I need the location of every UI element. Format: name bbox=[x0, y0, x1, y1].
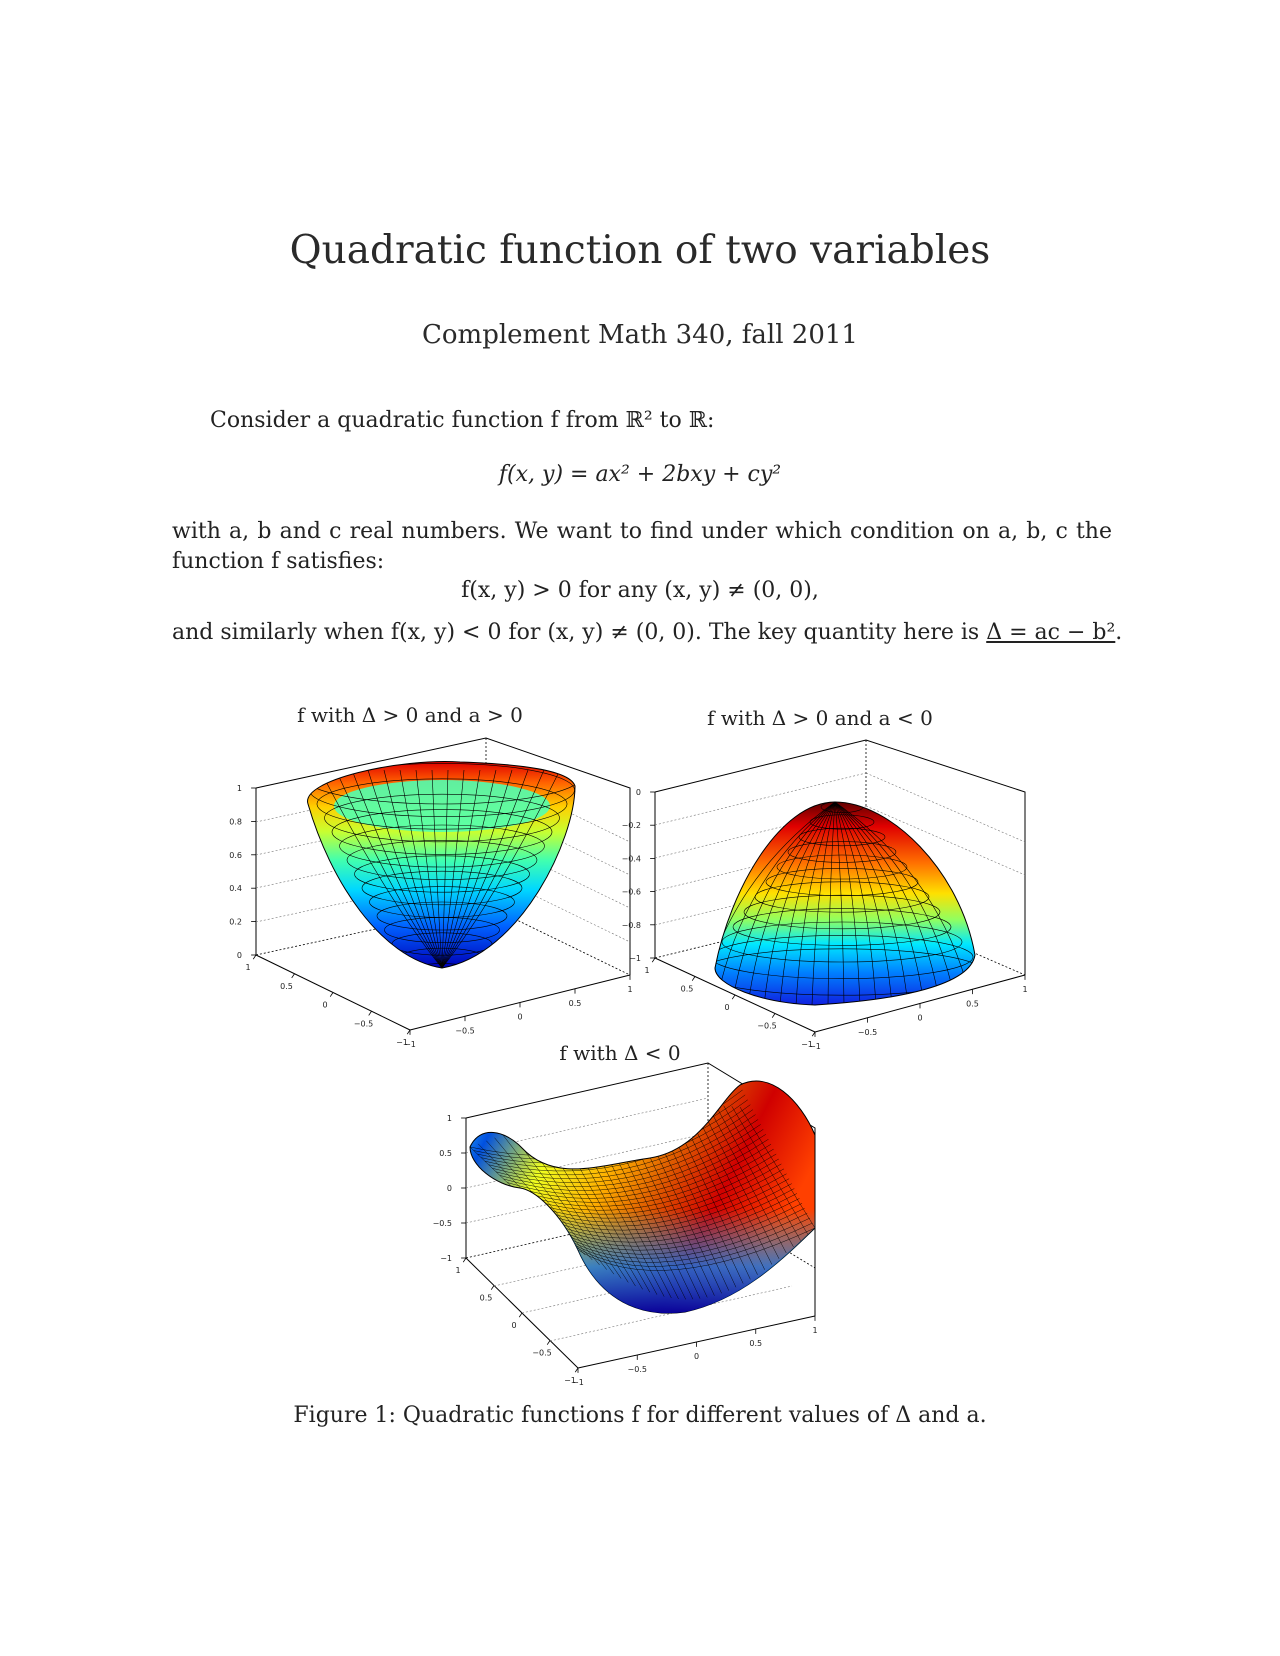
condition-equation: f(x, y) > 0 for any (x, y) ≠ (0, 0), bbox=[461, 578, 819, 603]
plot-3-x-tick-label: 0.5 bbox=[749, 1339, 763, 1348]
plot-2-y-tick-label: 0.5 bbox=[680, 984, 694, 994]
plot-3-y-tick-label: −1 bbox=[564, 1376, 576, 1385]
plot-3-x-tick-label: −1 bbox=[572, 1378, 584, 1387]
plot-1-x-tick-label: 0 bbox=[517, 1012, 523, 1022]
plot-3-y-tick-label: 0.5 bbox=[479, 1293, 493, 1303]
plot-title-1: f with Δ > 0 and a > 0 bbox=[297, 703, 523, 727]
plot-1-z-tick-label: 1 bbox=[236, 784, 242, 793]
plot-2-y-tick-label: 1 bbox=[644, 966, 650, 975]
plot-1-y-tick-label: −1 bbox=[396, 1038, 408, 1047]
plot-2-z-tick-label: −1 bbox=[629, 954, 641, 963]
plot-3-z-tick-label: −1 bbox=[440, 1254, 452, 1263]
plot-1-z-tick-label: 0 bbox=[236, 951, 242, 960]
plot-2-x-tick-label: 1 bbox=[1022, 985, 1028, 994]
plot-3-z-tick-label: −0.5 bbox=[432, 1219, 452, 1228]
plot-1-z-tick-label: 0.8 bbox=[229, 817, 242, 827]
plot-1-x-tick-label: 0.5 bbox=[568, 998, 582, 1008]
plot-3-y-ticks bbox=[455, 1258, 578, 1385]
page-subtitle: Complement Math 340, fall 2011 bbox=[422, 320, 858, 350]
plot-2-z-tick-label: −0.6 bbox=[621, 887, 641, 897]
plot-3-z-tick-label: 0.5 bbox=[439, 1149, 452, 1158]
plot-1-y-tick-label: 0.5 bbox=[280, 981, 293, 991]
plot-1-y-tick-label: −0.5 bbox=[353, 1019, 374, 1029]
plot-3-z-ticks bbox=[433, 1114, 466, 1263]
plot-3-y-tick-label: 0 bbox=[511, 1321, 517, 1330]
plot-2-x-tick-label: −0.5 bbox=[857, 1027, 878, 1037]
plot-3-y-tick-mark bbox=[575, 1368, 578, 1372]
plot-2-x-tick-label: −1 bbox=[809, 1042, 821, 1051]
plot-3-y-tick-label: −0.5 bbox=[532, 1348, 552, 1358]
plot-3-x-tick-label: −0.5 bbox=[627, 1365, 647, 1374]
plot-title-3: f with Δ < 0 bbox=[559, 1041, 681, 1065]
paragraph-line-1: with a, b and c real numbers. We want to find under which condition on a, b, c the bbox=[172, 519, 1112, 544]
plot-1-y-tick-label: 1 bbox=[245, 963, 251, 972]
key-quantity-text: and similarly when f(x, y) < 0 for (x, y) ≠ (0, 0). The key quantity here is bbox=[172, 620, 987, 645]
main-equation: f(x, y) = ax² + 2bxy + cy² bbox=[498, 462, 782, 487]
plot-3-z-tick-label: 0 bbox=[446, 1184, 452, 1193]
plot-1-x-tick-label: −0.5 bbox=[455, 1026, 475, 1036]
plot-2-z-tick-label: 0 bbox=[635, 788, 641, 797]
plot-2-x-tick-label: 0 bbox=[917, 1013, 923, 1023]
plot-1-x-tick-label: −1 bbox=[404, 1040, 416, 1049]
paragraph-line-2: function f satisfies: bbox=[172, 549, 385, 574]
plot-1-z-tick-label: 0.2 bbox=[229, 917, 242, 927]
page-title: Quadratic function of two variables bbox=[289, 228, 991, 273]
plot-2-z-tick-label: −0.2 bbox=[621, 821, 641, 831]
plot-1-y-tick-label: 0 bbox=[322, 1000, 328, 1010]
key-quantity-period: . bbox=[1115, 620, 1123, 645]
intro-paragraph: Consider a quadratic function f from ℝ² to ℝ: bbox=[210, 408, 715, 433]
plot-3-y-tick-mark bbox=[519, 1313, 522, 1317]
plot-3-z-tick-label: 1 bbox=[446, 1114, 452, 1123]
plot-3-y-tick-mark bbox=[463, 1258, 466, 1262]
plot-3-y-tick-label: 1 bbox=[455, 1266, 461, 1275]
plot-2-y-tick-label: 0 bbox=[724, 1003, 730, 1012]
figure-caption: Figure 1: Quadratic functions f for different values of Δ and a. bbox=[293, 1403, 987, 1428]
plot-3-x-tick-label: 0 bbox=[693, 1352, 700, 1361]
plot-3-y-tick-mark bbox=[491, 1286, 494, 1290]
plot-2-y-tick-label: −1 bbox=[801, 1040, 813, 1049]
plot-title-2: f with Δ > 0 and a < 0 bbox=[707, 706, 933, 730]
plot-3-y-tick-mark bbox=[547, 1341, 550, 1345]
plot-1-z-tick-label: 0.4 bbox=[229, 884, 242, 894]
plot-2-y-tick-label: −0.5 bbox=[757, 1021, 777, 1031]
plot-3-x-ticks bbox=[572, 1316, 817, 1387]
plot-2-z-tick-label: −0.8 bbox=[621, 920, 641, 930]
plot-2-x-tick-label: 0.5 bbox=[966, 999, 979, 1009]
plot-3-x-tick-label: 1 bbox=[812, 1326, 818, 1335]
plot-1-z-tick-label: 0.6 bbox=[229, 850, 242, 860]
plot-1-x-tick-label: 1 bbox=[627, 985, 633, 994]
plot-2-z-tick-label: −0.4 bbox=[621, 854, 641, 864]
key-quantity-delta: Δ = ac − b² bbox=[986, 620, 1116, 645]
plot-3-saddle bbox=[470, 1081, 815, 1313]
